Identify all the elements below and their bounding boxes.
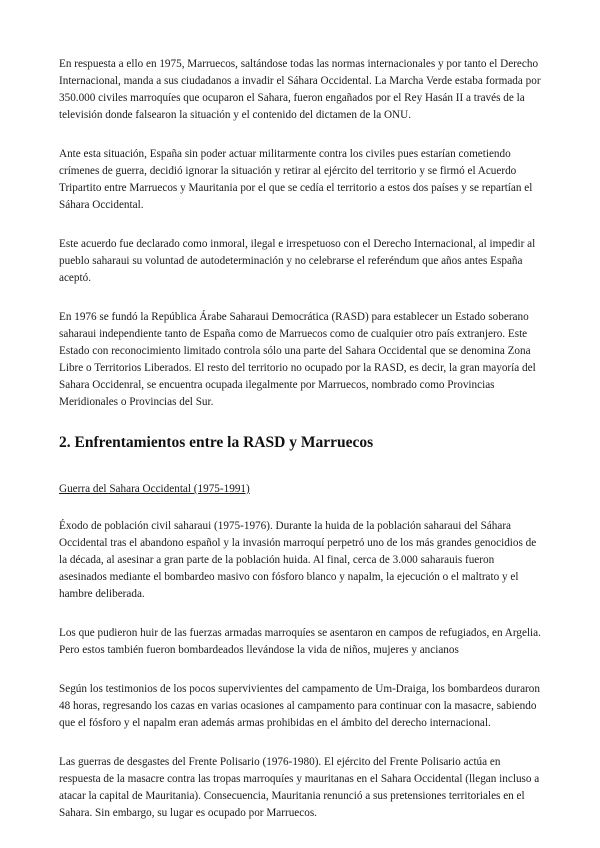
section-heading: 2. Enfrentamientos entre la RASD y Marruecos bbox=[59, 434, 374, 451]
paragraph-marcha-verde: En respuesta a ello en 1975, Marruecos, saltándose todas las normas internacionales y por tanto el Derecho Internacional, manda a sus ciudadanos a invadir el Sáhara Occidental. La Marcha Verde estaba formada por 350.000 civiles marroquíes que ocuparon el Sahara, fueron engañados por el Rey Hasán II a través de la televisión donde falsearon la situación y el contenido del dictamen de la ONU. bbox=[59, 58, 541, 121]
paragraph-acuerdo-tripartito: Ante esta situación, España sin poder actuar militarmente contra los civiles pues estarían cometiendo crímenes de guerra, decidió ignorar la situación y retirar al ejército del territorio y se firmó el Acuerdo Tripartito entre Marruecos y Mauritania por el que se cedía el territorio a estos dos países y se repartían el Sáhara Occidental. bbox=[59, 148, 533, 211]
subsection-heading: Guerra del Sahara Occidental (1975-1991) bbox=[59, 483, 250, 495]
paragraph-fundacion-rasd: En 1976 se fundó la República Árabe Saharaui Democrática (RASD) para establecer un Estado soberano saharaui independiente tanto de España como de Marruecos como de cualquier otro país extranjero. Este Estado con reconocimiento limitado controla sólo una parte del Sahara Occidental que se denomina Zona Libre o Territorios Liberados. El resto del territorio no ocupado por la RASD, es decir, la gran mayoría del Sahara Occidenral, se encuentra ocupada ilegalmente por Marruecos, nombrado como Provincias Meridionales o Provincias del Sur. bbox=[59, 311, 536, 408]
paragraph-refugiados: Los que pudieron huir de las fuerzas armadas marroquíes se asentaron en campos de refugiados, en Argelia. Pero estos también fueron bombardeados llevándose la vida de niños, mujeres y ancianos bbox=[59, 627, 541, 656]
document-page bbox=[59, 56, 543, 844]
paragraph-um-draiga: Según los testimonios de los pocos supervivientes del campamento de Um-Draiga, los bombardeos duraron 48 horas, regresando los cazas en varias ocasiones al campamento para continuar con la masacre, sabiendo que el fósforo y el napalm eran además armas prohibidas en el ámbito del derecho internacional. bbox=[59, 683, 540, 729]
paragraph-exodo: Éxodo de población civil saharaui (1975-1976). Durante la huida de la población saharaui del Sáhara Occidental tras el abandono español y la invasión marroquí perpetró uno de los más grandes genocidios de la década, al asesinar a gran parte de la población huida. Al final, cerca de 3.000 saharauis fueron asesinados mediante el bombardeo masivo con fósforo blanco y napalm, la ejecución o el maltrato y el hambre deliberada. bbox=[59, 520, 537, 600]
paragraph-guerras-desgaste: Las guerras de desgastes del Frente Polisario (1976-1980). El ejército del Frente Polisario actúa en respuesta de la masacre contra las tropas marroquíes y mauritanas en el Sahara Occidental (llegan incluso a atacar la capital de Mauritania). Consecuencia, Mauritania renunció a sus pretensiones territoriales en el Sahara. Sin embargo, su lugar es ocupado por Marruecos. bbox=[59, 756, 540, 819]
paragraph-acuerdo-inmoral: Este acuerdo fue declarado como inmoral, ilegal e irrespetuoso con el Derecho Internacional, al impedir al pueblo saharaui su voluntad de autodeterminación y no celebrarse el referéndum que años antes España aceptó. bbox=[59, 238, 536, 284]
